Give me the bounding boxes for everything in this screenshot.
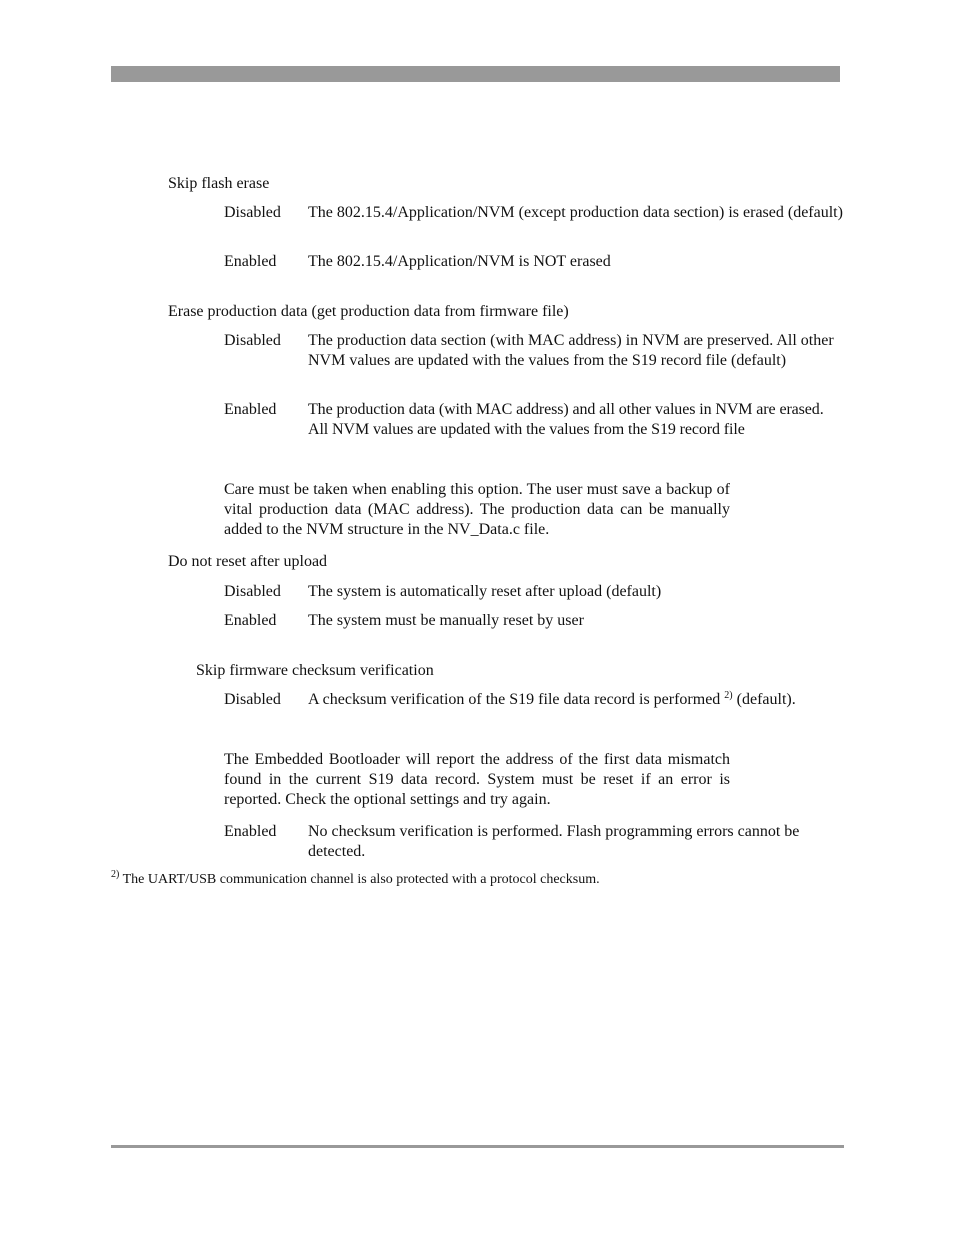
footer-rule xyxy=(111,1145,844,1148)
option-label-enabled: Enabled xyxy=(224,253,277,270)
option-description: The system must be manually reset by user xyxy=(308,612,584,629)
header-bar xyxy=(111,66,840,82)
option-description: The system is automatically reset after upload (default) xyxy=(308,583,662,600)
option-label-disabled: Disabled xyxy=(224,691,281,708)
footnote-reference: 2) xyxy=(724,690,733,701)
option-description: The 802.15.4/Application/NVM (except production data section) is erased (default) xyxy=(308,204,843,221)
option-label-disabled: Disabled xyxy=(224,204,281,221)
section-title-erase-production-data: Erase production data (get production data from firmware file) xyxy=(168,303,569,320)
option-description xyxy=(308,690,843,710)
option-label-enabled: Enabled xyxy=(224,612,277,629)
option-label-disabled: Disabled xyxy=(224,583,281,600)
option-description: The production data (with MAC address) and all other values in NVM are erased. All NVM values are updated with the values from the S19 record file xyxy=(308,401,824,438)
option-label-enabled: Enabled xyxy=(224,401,277,418)
error-report-note: The Embedded Bootloader will report the address of the first data mismatch found in the current S19 data record. System must be reset if an error is reported. Check the optional settings and try again. xyxy=(224,751,730,808)
option-description: The production data section (with MAC address) in NVM are preserved. All other NVM values are updated with the values from the S19 record file (default) xyxy=(308,332,834,369)
description-text: A checksum verification of the S19 file data record is performed xyxy=(308,691,725,708)
footnote-text: The UART/USB communication channel is also protected with a protocol checksum. xyxy=(119,872,600,887)
footnote xyxy=(111,870,600,890)
caution-note: Care must be taken when enabling this option. The user must save a backup of vital production data (MAC address). The production data can be manually added to the NVM structure in the NV_Data.c file. xyxy=(224,481,730,538)
section-title-do-not-reset: Do not reset after upload xyxy=(168,553,328,570)
option-description: The 802.15.4/Application/NVM is NOT erased xyxy=(308,253,611,270)
description-text: (default). xyxy=(732,691,796,708)
option-label-enabled: Enabled xyxy=(224,823,277,840)
section-title-skip-flash-erase: Skip flash erase xyxy=(168,175,270,192)
section-title-skip-checksum: Skip firmware checksum verification xyxy=(196,662,434,679)
option-label-disabled: Disabled xyxy=(224,332,281,349)
footnote-marker: 2) xyxy=(111,869,120,880)
option-description: No checksum verification is performed. Flash programming errors cannot be detected. xyxy=(308,823,800,860)
